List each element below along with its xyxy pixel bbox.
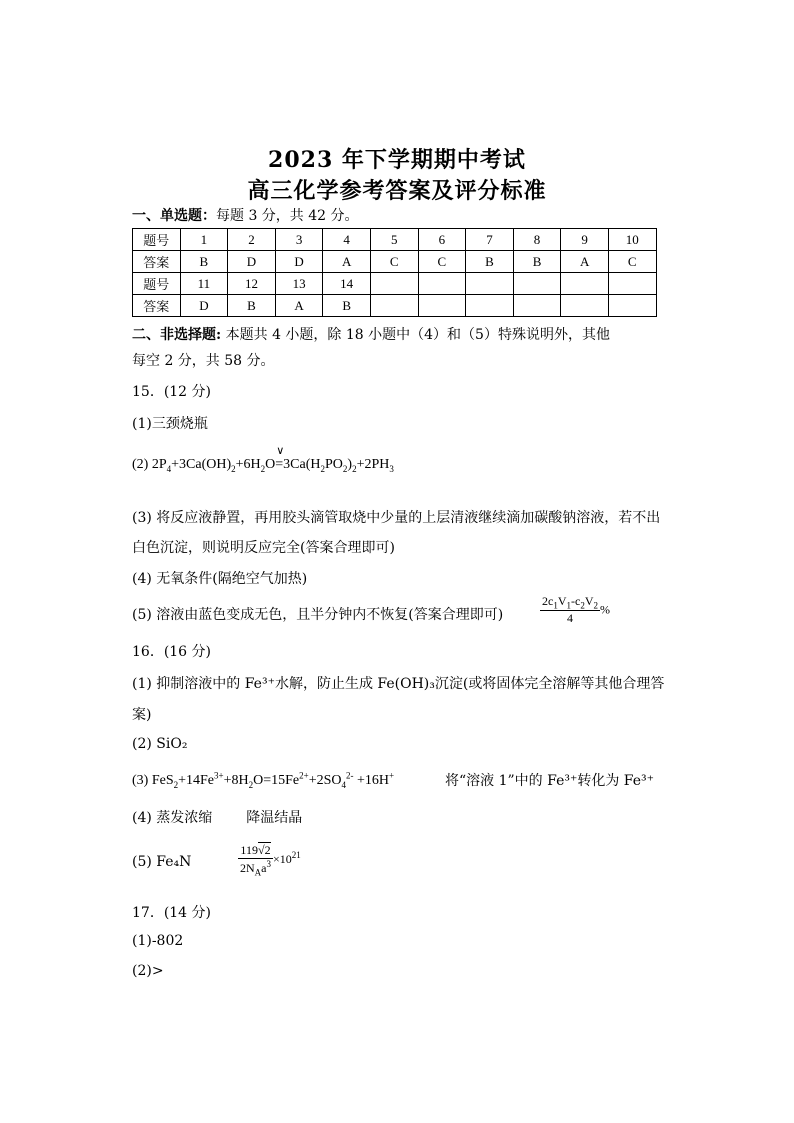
q16-answer-4-b: 降温结晶 bbox=[246, 810, 303, 826]
answer-table bbox=[132, 228, 657, 317]
exam-title: 2023 年下学期期中考试 bbox=[268, 147, 526, 173]
table-cell: 题号 bbox=[133, 229, 181, 251]
table-cell: 12 bbox=[228, 273, 276, 295]
table-cell: B bbox=[323, 295, 371, 317]
table-cell bbox=[466, 273, 514, 295]
fraction: $\frac{2c_1V_1-c_2V_2}{4}$ bbox=[542, 594, 598, 626]
section1-header bbox=[132, 205, 359, 225]
q16-answer-1-line1: (1) 抑制溶液中的 Fe³⁺水解，防止生成 Fe(OH)₃沉淀(或将固体完全溶解等其他合理答 bbox=[132, 676, 665, 692]
table-cell bbox=[608, 295, 656, 317]
q15-answer-3-line1: (3) 将反应液静置，再用胶头滴管取烧中少量的上层清液继续滴加碳酸钠溶液，若不出 bbox=[132, 510, 661, 526]
table-cell: 8 bbox=[513, 229, 561, 251]
q15-answer-1: (1)三颈烧瓶 bbox=[132, 416, 208, 432]
table-cell: 答案 bbox=[133, 251, 181, 273]
table-row bbox=[133, 229, 657, 251]
q16-answer-3-extra: 将“溶液 1”中的 Fe³⁺转化为 Fe³⁺ bbox=[445, 773, 655, 789]
table-cell: 题号 bbox=[133, 273, 181, 295]
table-cell bbox=[608, 273, 656, 295]
table-cell: B bbox=[513, 251, 561, 273]
q15-answer-5-formula bbox=[540, 594, 610, 626]
table-cell: 7 bbox=[466, 229, 514, 251]
fraction-denominator: 4 bbox=[567, 611, 573, 626]
table-cell bbox=[418, 273, 466, 295]
q16-answer-4 bbox=[132, 807, 302, 827]
q16-answer-5: (5) Fe₄N bbox=[132, 854, 192, 870]
table-cell bbox=[370, 295, 418, 317]
section2-text1: 本题共 4 小题，除 18 小题中（4）和（5）特殊说明外，其他 bbox=[221, 327, 610, 343]
q16-answer-1-line2: 案) bbox=[132, 707, 152, 723]
q16-answer-5-formula: $\frac{119√2}{2N_Aa^3}$ $\times 10^{21}$ bbox=[240, 843, 301, 878]
q15-header: 15．(12 分) bbox=[132, 384, 212, 400]
table-row bbox=[133, 295, 657, 317]
table-cell bbox=[513, 273, 561, 295]
table-cell: 14 bbox=[323, 273, 371, 295]
section2-head: 二、非选择题: bbox=[132, 327, 222, 343]
q16-answer-3 bbox=[132, 770, 394, 789]
q15-answer-4: (4) 无氧条件(隔绝空气加热) bbox=[132, 571, 308, 587]
table-cell: 4 bbox=[323, 229, 371, 251]
table-cell: B bbox=[228, 295, 276, 317]
table-cell bbox=[370, 273, 418, 295]
table-cell: D bbox=[180, 295, 228, 317]
q15-answer-2 bbox=[132, 445, 394, 474]
table-cell: 11 bbox=[180, 273, 228, 295]
table-row bbox=[133, 273, 657, 295]
percent-unit: % bbox=[600, 602, 610, 617]
table-cell bbox=[418, 295, 466, 317]
table-cell: D bbox=[275, 251, 323, 273]
section2-header bbox=[132, 324, 610, 344]
table-cell: 13 bbox=[275, 273, 323, 295]
q17-answer-2: (2)> bbox=[132, 963, 164, 979]
q15-answer-2-prefix: (2) bbox=[132, 457, 152, 472]
q15-answer-3-line2: 白色沉淀，则说明反应完全(答案合理即可) bbox=[132, 540, 395, 556]
q16-header: 16．(16 分) bbox=[132, 644, 212, 660]
table-cell bbox=[561, 273, 609, 295]
section2-text2: 每空 2 分，共 58 分。 bbox=[132, 353, 275, 369]
q15-answer-5: (5) 溶液由蓝色变成无色，且半分钟内不恢复(答案合理即可) bbox=[132, 607, 504, 623]
table-cell: 10 bbox=[608, 229, 656, 251]
q15-equation: $2P_4+3Ca(OH)_2+6H_2O=$ ∨ $3Ca(H_2PO_2)_2+2PH_3$ bbox=[151, 445, 394, 474]
fraction: $\frac{119√2}{2N_Aa^3}$ bbox=[240, 843, 271, 878]
table-cell: A bbox=[275, 295, 323, 317]
table-cell: 6 bbox=[418, 229, 466, 251]
table-cell: 3 bbox=[275, 229, 323, 251]
q17-answer-1: (1)-802 bbox=[132, 933, 184, 949]
table-cell: 9 bbox=[561, 229, 609, 251]
table-cell: A bbox=[561, 251, 609, 273]
table-cell bbox=[561, 295, 609, 317]
table-cell: C bbox=[608, 251, 656, 273]
table-cell bbox=[513, 295, 561, 317]
table-cell: 2 bbox=[228, 229, 276, 251]
table-cell: C bbox=[370, 251, 418, 273]
table-cell: 1 bbox=[180, 229, 228, 251]
section1-text: 每题 3 分，共 42 分。 bbox=[216, 208, 359, 224]
table-cell: C bbox=[418, 251, 466, 273]
q16-answer-2: (2) SiO₂ bbox=[132, 736, 188, 752]
q16-equation: (3) $FeS_2+14Fe^{3+}+8H_2O=15Fe^{2+}+2SO_4^{2-} +16H^+$ bbox=[132, 770, 395, 790]
q17-header: 17．(14 分) bbox=[132, 905, 212, 921]
table-cell: B bbox=[466, 251, 514, 273]
table-cell: 5 bbox=[370, 229, 418, 251]
table-cell bbox=[466, 295, 514, 317]
section1-head: 一、单选题： bbox=[132, 208, 216, 224]
table-cell: B bbox=[180, 251, 228, 273]
table-cell: A bbox=[323, 251, 371, 273]
q16-answer-4-a: (4) 蒸发浓缩 bbox=[132, 810, 213, 826]
table-cell: D bbox=[228, 251, 276, 273]
table-row bbox=[133, 251, 657, 273]
table-cell: 答案 bbox=[133, 295, 181, 317]
answer-key-title: 高三化学参考答案及评分标准 bbox=[247, 178, 547, 204]
